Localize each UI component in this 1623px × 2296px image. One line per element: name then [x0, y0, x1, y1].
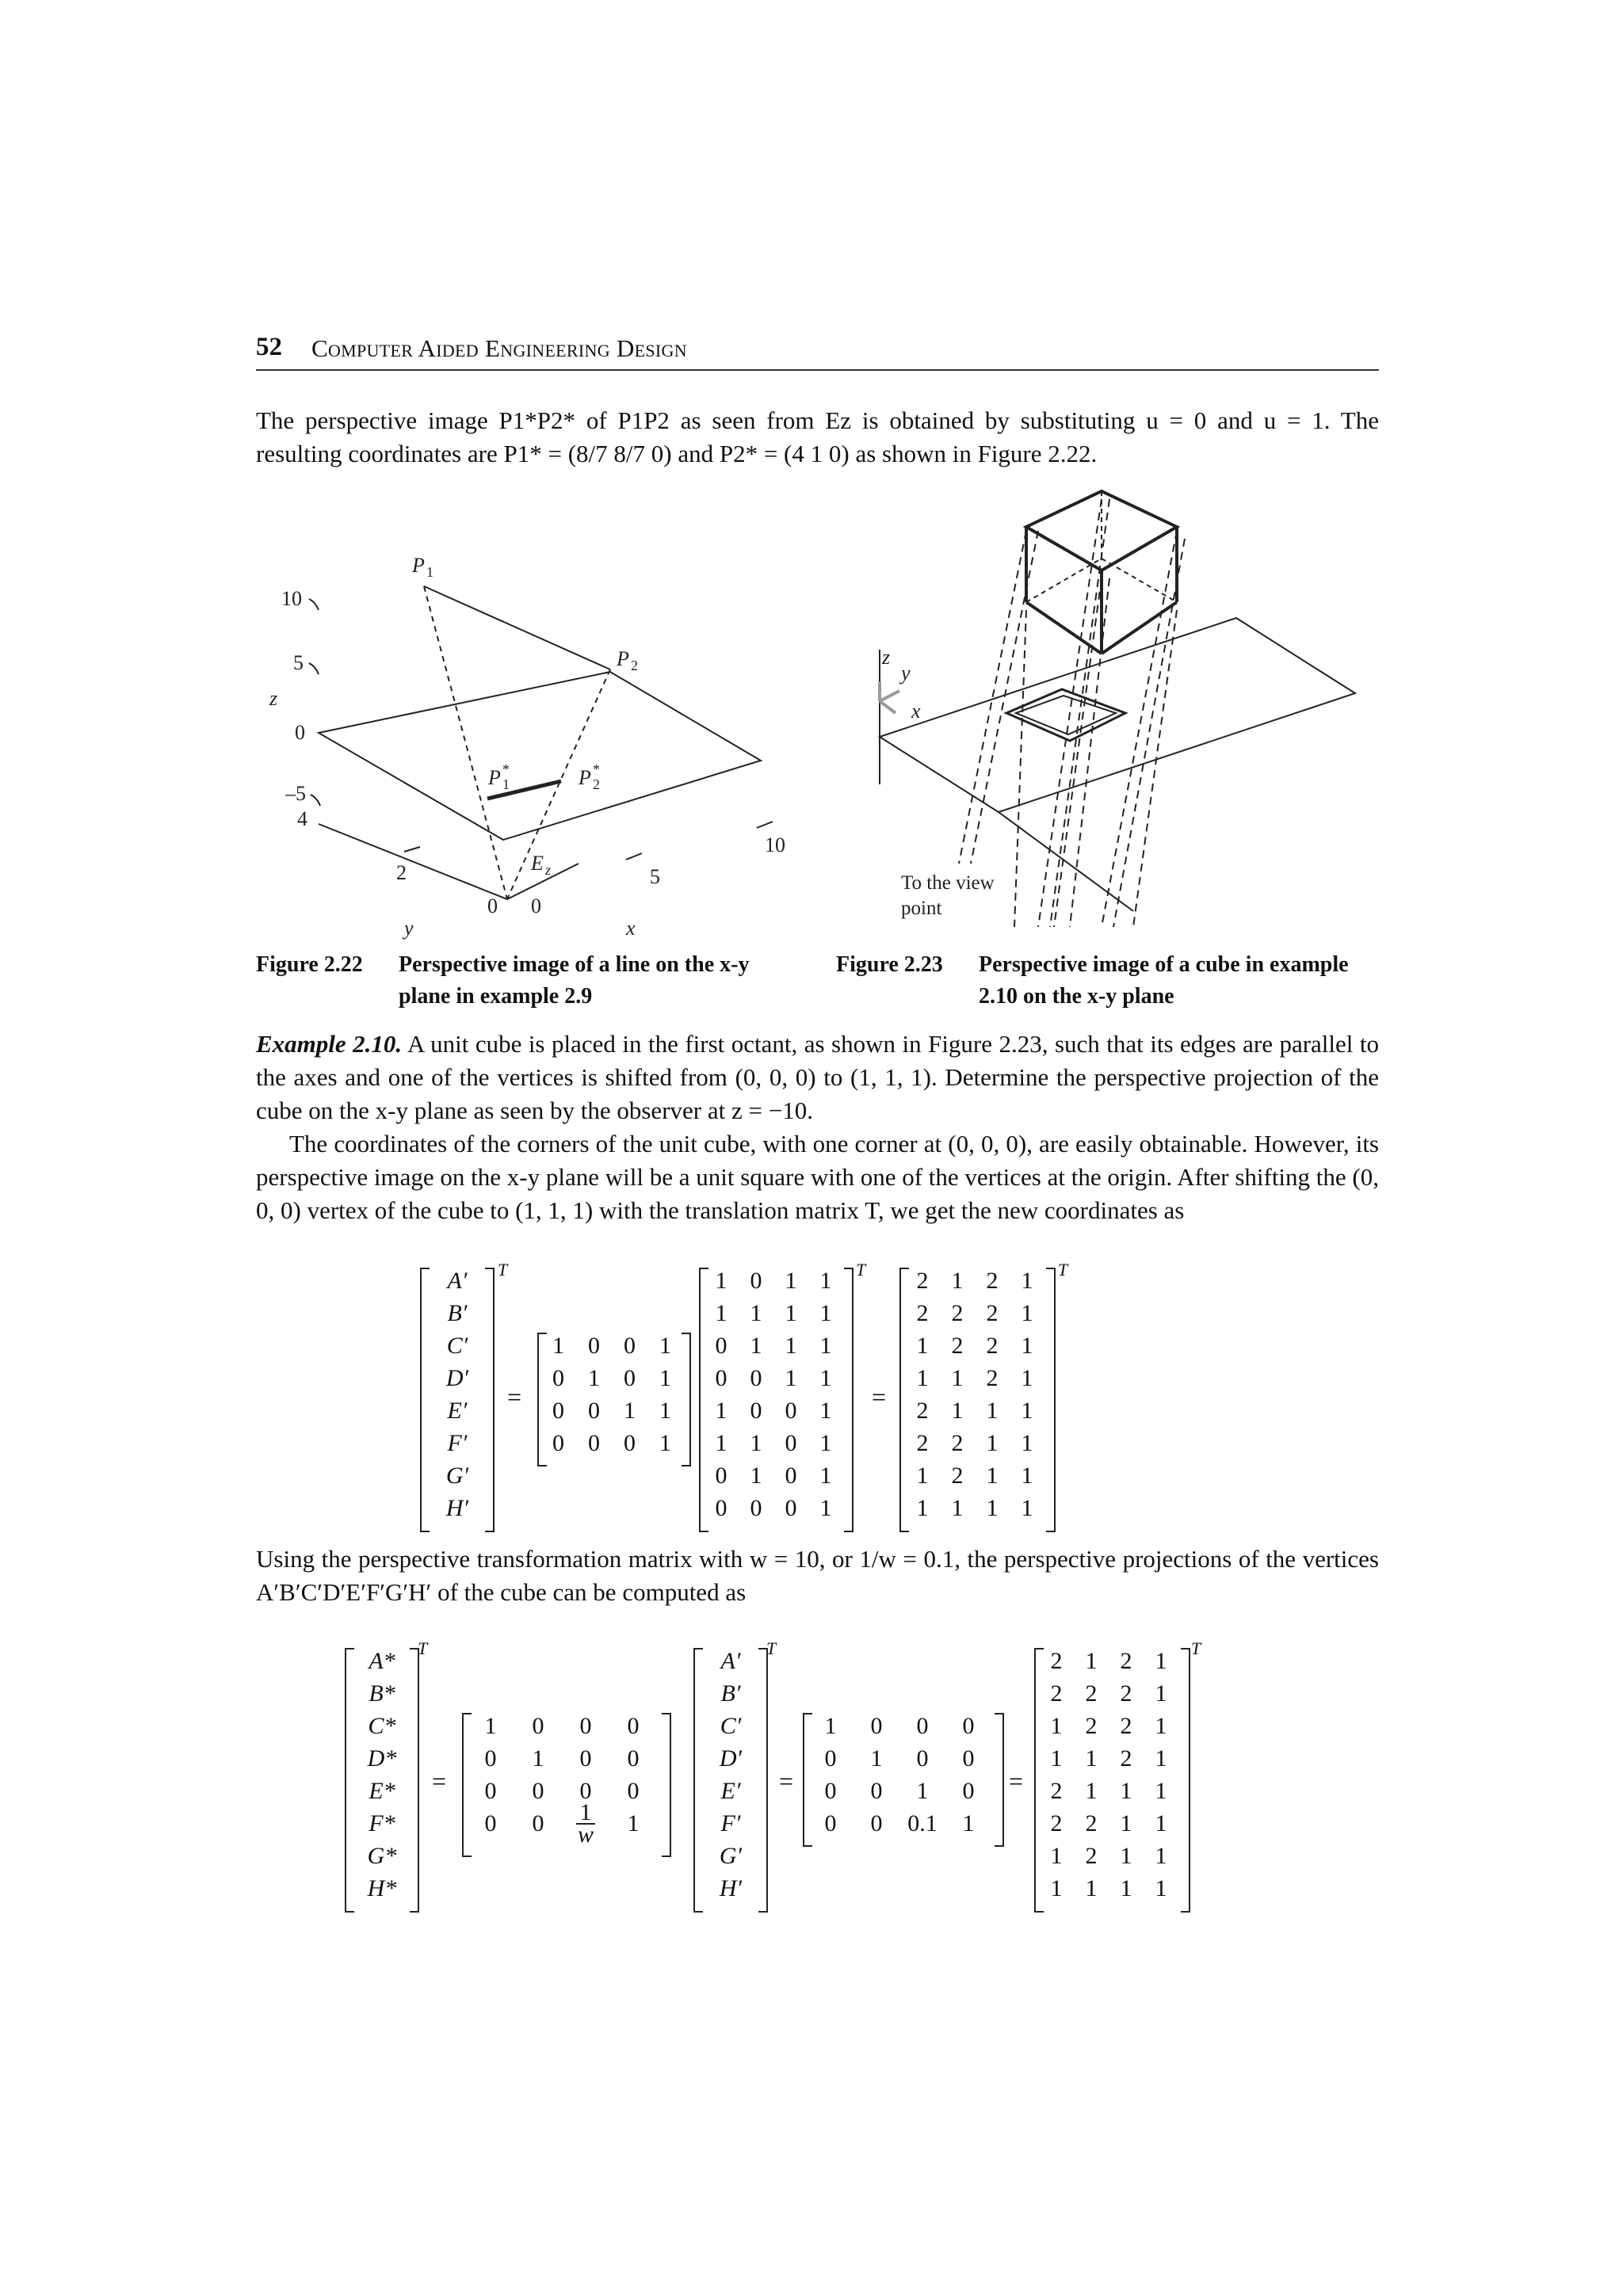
- matrix-cell: 1: [1120, 1778, 1132, 1804]
- axis-arrows: [880, 681, 899, 713]
- matrix-cell: 2: [951, 1333, 964, 1359]
- matrix-cell: 1: [750, 1463, 762, 1489]
- matrix-cell: 0: [824, 1745, 837, 1772]
- matrix-cell: 2: [951, 1463, 964, 1489]
- example-text-1: A unit cube is placed in the first octant, as shown in Figure 2.23, such that its edges are parallel to the axes and one of the vertices is shifted from (0, 0, 0) to (1, 1, 1). Determine the perspective projection of the cube on the x-y plane as seen by the observer at z = −10.: [256, 1030, 1379, 1124]
- matrix-cell: 2: [986, 1333, 999, 1359]
- label-p2: P: [617, 647, 629, 670]
- matrix-cell: 1: [1155, 1745, 1167, 1772]
- matrix-cell: 0: [715, 1365, 727, 1391]
- example-paragraph-1: [256, 1028, 1379, 1127]
- matrix-cell: 2: [1120, 1648, 1132, 1674]
- matrix-cell: 0: [785, 1398, 797, 1424]
- star-vertex-column: A* B* C* D* E* F* G* H*: [367, 1648, 397, 1901]
- z-tick-10: [309, 599, 319, 610]
- axis-z-label: z: [882, 646, 891, 669]
- matrix-cell: 1: [484, 1713, 497, 1739]
- matrix-cell: 0: [484, 1745, 497, 1772]
- x-label-0: 0: [531, 894, 541, 917]
- matrix-cell: 1: [659, 1365, 671, 1391]
- matrix-cell: 1: [1021, 1430, 1033, 1456]
- matrix-cell: 1: [715, 1300, 727, 1326]
- transpose-6: T: [1191, 1638, 1201, 1658]
- x-tick-10: [757, 822, 773, 828]
- matrix-cell: 0: [962, 1745, 975, 1772]
- matrix-cell: 1: [1085, 1745, 1098, 1772]
- matrix-cell: 1: [1021, 1333, 1033, 1359]
- equals-5: =: [1009, 1767, 1024, 1795]
- matrix-cell: 0: [715, 1333, 727, 1359]
- matrix-cell: 1: [1085, 1648, 1098, 1674]
- page-number: 52: [256, 333, 282, 361]
- matrix-cell: 1: [785, 1268, 797, 1294]
- matrix-cell: 1: [715, 1268, 727, 1294]
- transpose-1: T: [498, 1260, 508, 1280]
- matrix-cell: 2: [1050, 1778, 1063, 1804]
- z-label-10: 10: [281, 587, 302, 610]
- matrix-cell: 1: [819, 1430, 832, 1456]
- label-p2-star-star: *: [593, 761, 600, 777]
- matrix-cell: 0: [627, 1778, 640, 1804]
- matrix-cell: 1: [986, 1495, 999, 1521]
- matrix-cell: 2: [986, 1268, 999, 1294]
- example-paragraph-2: The coordinates of the corners of the unit cube, with one corner at (0, 0, 0), are easily obtainable. However, its perspective image on the x-y plane will be a unit square with one of the vertices at the origin. After shifting the (0, 0, 0) vertex of the cube to (1, 1, 1) with the translation matrix T, we get the new coordinates as: [256, 1130, 1379, 1224]
- matrix-cell: 0: [532, 1713, 544, 1739]
- label-p1-sub: 1: [426, 564, 433, 580]
- matrix-cell: 1: [962, 1810, 975, 1836]
- matrix-cell: 1: [1120, 1875, 1132, 1901]
- caption-figure-2-22: [256, 949, 811, 1020]
- matrix-cell: 0: [627, 1745, 640, 1772]
- label-p2-star: P: [579, 766, 591, 789]
- matrix-cell: 1: [1155, 1843, 1167, 1869]
- matrix-cell: 1: [1021, 1495, 1033, 1521]
- matrix-cell: 0: [627, 1713, 640, 1739]
- matrix-cell: 0: [750, 1365, 762, 1391]
- matrix-cell: 1: [1155, 1713, 1167, 1739]
- matrix-cell: 1: [916, 1495, 929, 1521]
- matrix-cell: 0: [624, 1430, 636, 1456]
- matrix-cell: 1: [1021, 1365, 1033, 1391]
- intro-line-1: The perspective image P1*P2* of P1P2 as seen from Ez is obtained by substituting u = 0 and u = 1. The: [256, 406, 1379, 434]
- matrix-cell: 1: [1050, 1713, 1063, 1739]
- caption-2-23-number: Figure 2.23: [836, 952, 943, 977]
- caption-2-22-number: Figure 2.22: [256, 952, 363, 977]
- matrix-cell: 2: [1120, 1713, 1132, 1739]
- perspective-paragraph: Using the perspective transformation matrix with w = 10, or 1/w = 0.1, the perspective projections of the vertices A′B′C′D′E′F′G′H′ of the cube can be computed as: [256, 1545, 1379, 1606]
- running-header: [256, 333, 1379, 371]
- equation-translation: [420, 1260, 1292, 1537]
- matrix-cell: 0: [785, 1463, 797, 1489]
- matrix-cell: 1: [819, 1463, 832, 1489]
- matrix-cell: 2: [1085, 1713, 1098, 1739]
- matrix-cell: 0: [916, 1745, 929, 1772]
- matrix-cell: 1: [1085, 1875, 1098, 1901]
- caption-2-23-line1: Perspective image of a cube in example: [979, 952, 1349, 977]
- matrix-cell: 0: [624, 1333, 636, 1359]
- matrix-cell: 2: [916, 1398, 929, 1424]
- matrix-cell: 1: [1050, 1745, 1063, 1772]
- viewpoint-label-1: To the view: [901, 872, 995, 894]
- z-label-5: 5: [293, 651, 304, 674]
- matrix-cell: 0: [552, 1430, 564, 1456]
- matrix-cell: 2: [1050, 1680, 1063, 1707]
- matrix-cell: 1: [916, 1365, 929, 1391]
- matrix-cell: 1: [785, 1333, 797, 1359]
- equals-1: =: [507, 1383, 522, 1411]
- matrix-cell: 2: [951, 1300, 964, 1326]
- matrix-cell: 2: [1050, 1648, 1063, 1674]
- matrix-cell: 0: [715, 1495, 727, 1521]
- matrix-cell: 1: [916, 1463, 929, 1489]
- matrix-cell: 2: [1120, 1680, 1132, 1707]
- example-label: Example 2.10.: [256, 1030, 403, 1058]
- matrix-cell: 1: [870, 1745, 883, 1772]
- matrix-cell: 1: [824, 1713, 837, 1739]
- matrix-cell: 1: [986, 1463, 999, 1489]
- matrix-cell: 0.1: [907, 1810, 938, 1836]
- matrix-cell: 0: [552, 1398, 564, 1424]
- matrix-cell: 2: [1120, 1745, 1132, 1772]
- matrix-cell: 1: [750, 1300, 762, 1326]
- matrix-cell: 1: [819, 1398, 832, 1424]
- matrix-cell: 0: [785, 1495, 797, 1521]
- label-p1-star-star: *: [502, 761, 510, 777]
- matrix-cell: 1: [1155, 1875, 1167, 1901]
- matrix-cell: 1: [819, 1365, 832, 1391]
- matrix-cell: 1: [659, 1333, 671, 1359]
- figure-2-23: [864, 483, 1379, 935]
- matrix-cell: 1: [1085, 1778, 1098, 1804]
- z-tick-m5: [311, 795, 320, 806]
- matrix-cell: 1: [1155, 1810, 1167, 1836]
- proj-line-p1: [424, 586, 507, 899]
- y-label-0: 0: [487, 894, 498, 917]
- matrix-cell: 1: [750, 1333, 762, 1359]
- matrix-cell: 2: [916, 1268, 929, 1294]
- matrix-cell: 1: [986, 1430, 999, 1456]
- x-label-5: 5: [650, 865, 660, 888]
- x-tick-5: [626, 853, 642, 860]
- matrix-cell: 2: [986, 1300, 999, 1326]
- x-axis-label: x: [626, 917, 636, 940]
- matrix-cell: 1: [1155, 1778, 1167, 1804]
- label-p1-star-sub: 1: [502, 776, 510, 792]
- x-label-10: 10: [765, 833, 785, 856]
- matrix-cell: 1: [1050, 1875, 1063, 1901]
- matrix-cell: 0: [588, 1430, 600, 1456]
- caption-figure-2-23: [836, 949, 1391, 1020]
- matrix-cell: 2: [1085, 1680, 1098, 1707]
- matrix-cell: 0: [824, 1810, 837, 1836]
- matrix-cell: 0: [484, 1810, 497, 1836]
- matrix-cell: 0: [579, 1745, 592, 1772]
- equals-4: =: [779, 1767, 794, 1795]
- projectors: [959, 499, 1185, 927]
- y-label-4: 4: [297, 807, 307, 830]
- matrix-cell: 0: [532, 1778, 544, 1804]
- example-2-10-text: [256, 1028, 1379, 1227]
- label-ez: E: [531, 852, 544, 875]
- intro-paragraph: [256, 404, 1379, 471]
- matrix-cell: 0: [962, 1713, 975, 1739]
- matrix-cell: 0: [870, 1778, 883, 1804]
- axis-x-label: x: [911, 700, 921, 723]
- matrix-cell: 1 w: [577, 1799, 594, 1848]
- caption-2-22-line1: Perspective image of a line on the x-y: [399, 952, 750, 977]
- matrix-cell: 0: [484, 1778, 497, 1804]
- equation-perspective: [345, 1638, 1335, 1917]
- viewpoint-label-2: point: [901, 898, 942, 919]
- matrix-cell: 2: [986, 1365, 999, 1391]
- figure-2-22: [262, 547, 816, 943]
- y-axis-label: y: [404, 917, 414, 940]
- prime-vertex-column-2: A′ B′ C′ D′ E′ F′ G′ H′: [719, 1648, 743, 1901]
- matrix-cell: 0: [624, 1365, 636, 1391]
- figure-2-23-plot: [864, 483, 1379, 935]
- caption-2-23-line2: 2.10 on the x-y plane: [979, 984, 1174, 1009]
- label-p1-star: P: [488, 766, 501, 789]
- matrix-cell: 1: [785, 1300, 797, 1326]
- matrix-cell: 1: [916, 1333, 929, 1359]
- y-label-2: 2: [396, 861, 407, 884]
- matrix-cell: 1: [819, 1495, 832, 1521]
- y-tick-2: [404, 847, 420, 852]
- matrix-cell: 2: [916, 1300, 929, 1326]
- figure-2-22-plot: [262, 547, 816, 943]
- matrix-cell: 0: [552, 1365, 564, 1391]
- matrix-cell: 0: [532, 1810, 544, 1836]
- label-p2-star-sub: 2: [593, 776, 600, 792]
- matrix-cell: 1: [1021, 1268, 1033, 1294]
- matrix-cell: 1: [1021, 1463, 1033, 1489]
- matrix-cell: 0: [588, 1398, 600, 1424]
- matrix-cell: 1: [951, 1495, 964, 1521]
- intro-line-2: resulting coordinates are P1* = (8/7 8/7 0) and P2* = (4 1 0) as shown in Figure 2.22.: [256, 440, 1098, 467]
- matrix-cell: 1: [1155, 1680, 1167, 1707]
- cube: [1026, 491, 1177, 654]
- matrix-cell: 2: [1085, 1843, 1098, 1869]
- matrix-cell: 1: [715, 1430, 727, 1456]
- projection-plane: [880, 618, 1355, 812]
- matrix-cell: 2: [951, 1430, 964, 1456]
- matrix-cell: 2: [916, 1430, 929, 1456]
- matrix-cell: 0: [579, 1713, 592, 1739]
- matrix-cell: 1: [1120, 1843, 1132, 1869]
- matrix-cell: 1: [916, 1778, 929, 1804]
- matrix-cell: 1: [1050, 1843, 1063, 1869]
- matrix-cell: 0: [824, 1778, 837, 1804]
- z-axis-label: z: [269, 687, 278, 710]
- matrix-cell: 2: [1050, 1810, 1063, 1836]
- transpose-2: T: [856, 1260, 866, 1280]
- matrix-cell: 1: [951, 1365, 964, 1391]
- line-p1-p2: [424, 586, 610, 669]
- equals-2: =: [872, 1383, 887, 1411]
- matrix-cell: 1: [627, 1810, 640, 1836]
- matrix-cell: 0: [962, 1778, 975, 1804]
- matrix-cell: 1: [819, 1268, 832, 1294]
- matrix-cell: 1: [1021, 1398, 1033, 1424]
- running-title: Computer Aided Engineering Design: [311, 334, 687, 362]
- transpose-3: T: [1058, 1260, 1068, 1280]
- matrix-cell: 0: [785, 1430, 797, 1456]
- matrix-cell: 1: [659, 1430, 671, 1456]
- matrix-cell: 1: [1155, 1648, 1167, 1674]
- matrix-cell: 0: [750, 1268, 762, 1294]
- xy-plane: [319, 672, 761, 840]
- z-label-0: 0: [295, 721, 305, 744]
- label-p2-sub: 2: [631, 658, 638, 673]
- matrix-cell: 1: [659, 1398, 671, 1424]
- matrix-cell: 1: [1021, 1300, 1033, 1326]
- matrix-cell: 1: [819, 1333, 832, 1359]
- matrix-cell: 1: [986, 1398, 999, 1424]
- matrix-cell: 0: [750, 1495, 762, 1521]
- prime-vertex-column: A′ B′ C′ D′ E′ F′ G′ H′: [445, 1268, 469, 1521]
- matrix-cell: 0: [916, 1713, 929, 1739]
- transpose-4: T: [418, 1638, 428, 1658]
- matrix-cell: 0: [715, 1463, 727, 1489]
- z-tick-5: [309, 663, 319, 674]
- label-p1: P: [412, 554, 425, 577]
- matrix-cell: 0: [870, 1810, 883, 1836]
- matrix-cell: 1: [1120, 1810, 1132, 1836]
- matrix-cell: 1: [750, 1430, 762, 1456]
- matrix-cell: 0: [870, 1713, 883, 1739]
- matrix-cell: 0: [588, 1333, 600, 1359]
- matrix-cell: 0: [579, 1778, 592, 1804]
- z-label-m5: –5: [285, 782, 306, 805]
- caption-2-22-line2: plane in example 2.9: [399, 984, 593, 1009]
- matrix-cell: 1: [532, 1745, 544, 1772]
- matrix-cell: 0: [750, 1398, 762, 1424]
- matrix-cell: 1: [552, 1333, 564, 1359]
- label-ez-sub: z: [545, 862, 552, 878]
- matrix-cell: 1: [951, 1268, 964, 1294]
- matrix-cell: 1: [624, 1398, 636, 1424]
- matrix-cell: 1: [819, 1300, 832, 1326]
- equals-3: =: [432, 1767, 447, 1795]
- matrix-cell: 1: [715, 1398, 727, 1424]
- matrix-cell: 1: [951, 1398, 964, 1424]
- matrix-cell: 1: [785, 1365, 797, 1391]
- matrix-cell: 1: [588, 1365, 600, 1391]
- axis-y-label: y: [901, 662, 911, 685]
- transpose-5: T: [766, 1638, 777, 1658]
- matrix-cell: 2: [1085, 1810, 1098, 1836]
